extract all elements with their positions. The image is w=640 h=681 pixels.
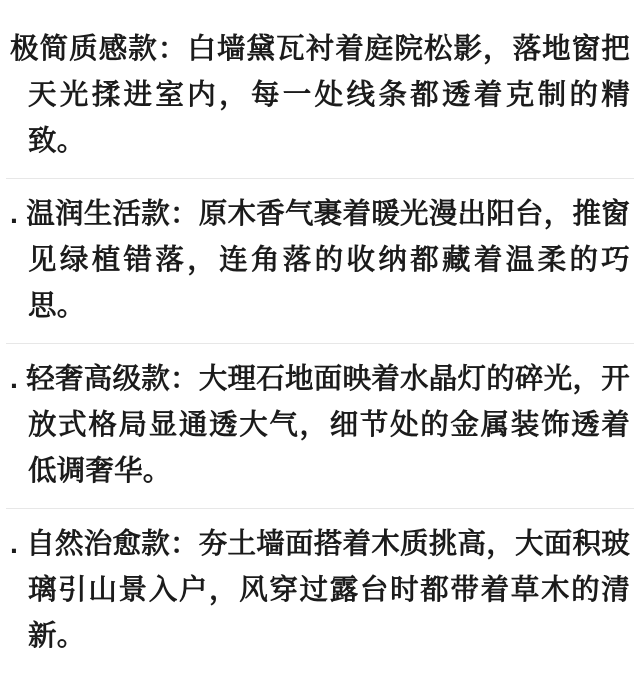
paragraph-text: 极简质感款：白墙黛瓦衬着庭院松影，落地窗把天光揉进室内，每一处线条都透着克制的精致。 bbox=[10, 33, 630, 157]
list-item bbox=[6, 508, 634, 673]
list-item bbox=[6, 178, 634, 343]
list-item-content bbox=[6, 509, 634, 673]
list-item bbox=[6, 14, 634, 178]
list-item-content bbox=[6, 14, 634, 178]
list-item-content bbox=[6, 344, 634, 508]
list-item-content bbox=[6, 179, 634, 343]
paragraph-text: . 温润生活款：原木香气裹着暖光漫出阳台，推窗见绿植错落，连角落的收纳都藏着温柔的巧思。 bbox=[10, 198, 630, 322]
paragraph-text: . 轻奢高级款：大理石地面映着水晶灯的碎光，开放式格局显通透大气，细节处的金属装饰透着低调奢华。 bbox=[10, 363, 630, 487]
list-item bbox=[6, 343, 634, 508]
paragraph-text: . 自然治愈款：夯土墙面搭着木质挑高，大面积玻璃引山景入户，风穿过露台时都带着草木的清新。 bbox=[10, 528, 630, 652]
